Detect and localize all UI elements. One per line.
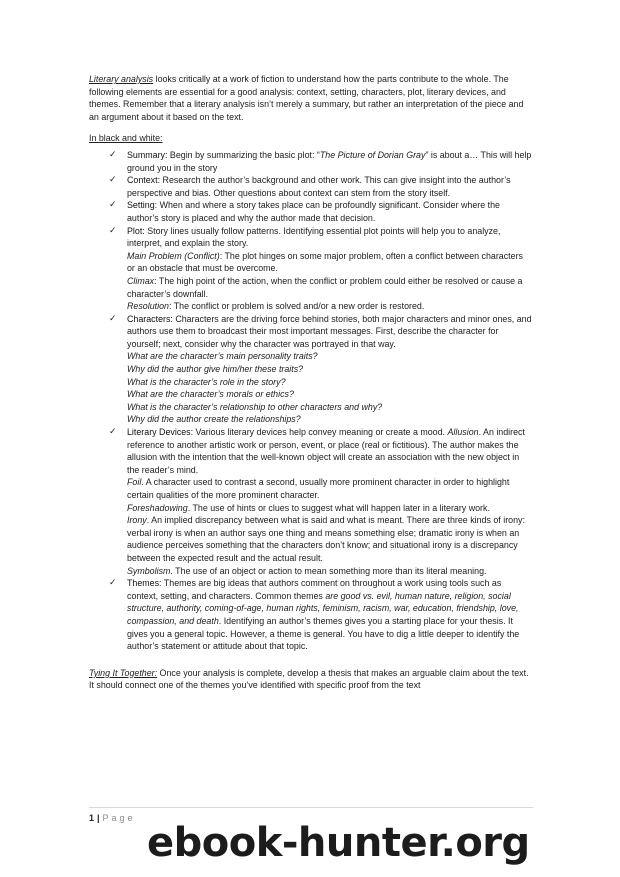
character-question: Why did the author give him/her these traits? <box>127 364 304 375</box>
page-word: Page <box>102 813 136 823</box>
themes-examples: are good vs. evil, human nature, religion, social structure, authority, coming-of-age, human rights, feminism, racism, war, education, friendship, love, compassion, and death <box>127 590 519 626</box>
page-number: 1 <box>89 813 95 823</box>
themes-text-b: . Identifying an author’s themes gives you a starting place for your thesis. It gives you a general topic. However, a theme is general. You have to dig a little deeper to identify the author’s statement or attitude about that topic. <box>127 615 520 652</box>
sub-text: . The use of hints or clues to suggest what will happen later in a literary work. <box>187 502 490 513</box>
sub-text: : The conflict or problem is solved and/or a new order is restored. <box>168 301 425 312</box>
term-literary-devices: Literary Devices: <box>127 427 194 438</box>
plot-sub-conflict <box>127 250 533 275</box>
document-body <box>89 73 533 692</box>
intro-paragraph <box>89 73 533 123</box>
term-summary: Summary: <box>127 149 168 160</box>
term-characters: Characters: <box>127 313 173 324</box>
sub-text: : The plot hinges on some major problem, often a conflict between characters or an obstacle that must be overcome. <box>127 250 523 274</box>
summary-text-a: Begin by summarizing the basic plot: “ <box>167 149 320 160</box>
plot-sub-resolution <box>127 300 533 313</box>
plot-sub-climax <box>127 275 533 300</box>
intro-term: Literary analysis <box>89 74 154 84</box>
term-themes: Themes: <box>127 578 162 589</box>
sub-text: : The high point of the action, when the conflict or problem could either be resolved or cause a character’s downfall. <box>127 275 523 299</box>
sub-text: . A character used to contrast a second, usually more prominent character in order to highlight certain qualities of the more prominent character. <box>127 477 510 500</box>
list-item-setting <box>89 199 533 224</box>
term-setting: Setting: <box>127 200 158 211</box>
tie-label: Tying It Together: <box>89 667 158 678</box>
list-item-themes <box>89 577 533 653</box>
setting-text: When and where a story takes place can be profoundly significant. Consider where the author’s story is placed and why the author made that decision. <box>127 200 500 223</box>
checkmark-icon: ✓ <box>109 578 117 589</box>
device-irony <box>127 514 533 564</box>
themes-text-a: Themes are big ideas that authors comment on throughout a work using tools such as context, setting, and characters. Common themes <box>127 578 502 601</box>
device-foreshadowing <box>127 502 533 515</box>
tying-it-together-paragraph <box>89 667 533 692</box>
checkmark-icon: ✓ <box>109 225 117 236</box>
sub-label: Climax <box>127 275 155 286</box>
checkmark-icon: ✓ <box>109 200 117 211</box>
tie-text: Once your analysis is complete, develop a thesis that makes an arguable claim about the text. It should connect one of the themes you’ve identified with specific proof from the text <box>89 667 529 691</box>
list-item-characters <box>89 313 533 426</box>
sub-text: . The use of an object or action to mean something more than its literal meaning. <box>170 565 487 576</box>
device-foil <box>127 476 533 501</box>
characters-text: Characters are the driving force behind stories, both major characters and minor ones, and authors use them to broadcast their most important messages. First, describe the character for yourself; next, consider why the character was portrayed in that way. <box>127 313 532 349</box>
sub-label: Resolution <box>127 301 169 312</box>
sub-label: Foil <box>127 477 142 488</box>
character-question: What are the character’s main personality traits? <box>127 351 318 362</box>
character-question: What are the character’s morals or ethics? <box>127 389 294 400</box>
sub-label: Irony <box>127 515 147 526</box>
devices-text: Various literary devices help convey meaning or create a mood. <box>193 427 448 438</box>
sub-label: Main Problem (Conflict) <box>127 250 220 261</box>
device-symbolism <box>127 565 533 578</box>
elements-list <box>89 149 533 653</box>
checkmark-icon: ✓ <box>109 313 117 324</box>
sub-text: . An implied discrepancy between what is said and what is meant. There are three kinds of irony: verbal irony is when an author says one thing and means something else; dramatic irony is when an audience perceives something that the characters don’t know; and situational irony is a discrepancy between the expected result and the actual result. <box>127 515 525 563</box>
character-question: What is the character’s relationship to other characters and why? <box>127 401 383 412</box>
checkmark-icon: ✓ <box>109 175 117 186</box>
section-heading: In black and white: <box>89 133 163 144</box>
summary-text-b: ” is about a… This will help ground you in the story <box>127 149 532 173</box>
character-question: What is the character’s role in the story? <box>127 376 286 387</box>
page-separator: | <box>97 813 100 823</box>
footer-rule <box>89 807 533 808</box>
term-plot: Plot: <box>127 225 145 236</box>
context-text: Research the author’s background and other work. This can give insight into the author’s perspective and bias. Other questions about context can stem from the story itself. <box>127 175 511 198</box>
list-item-context <box>89 174 533 199</box>
sub-label: Symbolism <box>127 565 171 576</box>
list-item-literary-devices <box>89 426 533 577</box>
list-item-summary <box>89 149 533 174</box>
term-context: Context: <box>127 175 161 186</box>
character-question: Why did the author create the relationships? <box>127 414 301 425</box>
watermark: ebook-hunter.org <box>147 820 530 866</box>
list-item-plot <box>89 225 533 313</box>
checkmark-icon: ✓ <box>109 149 117 160</box>
intro-text: looks critically at a work of fiction to understand how the parts contribute to the whole. The following elements are essential for a good analysis: context, setting, characters, plot, literary devices, and themes. Remember that a literary analysis isn’t merely a summary, but rather an interpretation of the piece and an argument about it based on the text. <box>89 74 524 122</box>
checkmark-icon: ✓ <box>109 427 117 438</box>
sub-label: Foreshadowing <box>127 502 188 513</box>
summary-book-title: The Picture of Dorian Gray <box>319 149 426 160</box>
plot-text: Story lines usually follow patterns. Identifying essential plot points will help you to analyze, interpret, and explain the story. <box>127 225 501 249</box>
device-label-allusion: Allusion <box>447 427 479 438</box>
page-footer <box>89 813 136 823</box>
device-text-allusion: . An indirect reference to another artistic work or person, event, or place (real or fictitious). The author makes the allusion with the intention that the well-known object will create an association with the new object in the reader’s mind. <box>127 427 525 475</box>
